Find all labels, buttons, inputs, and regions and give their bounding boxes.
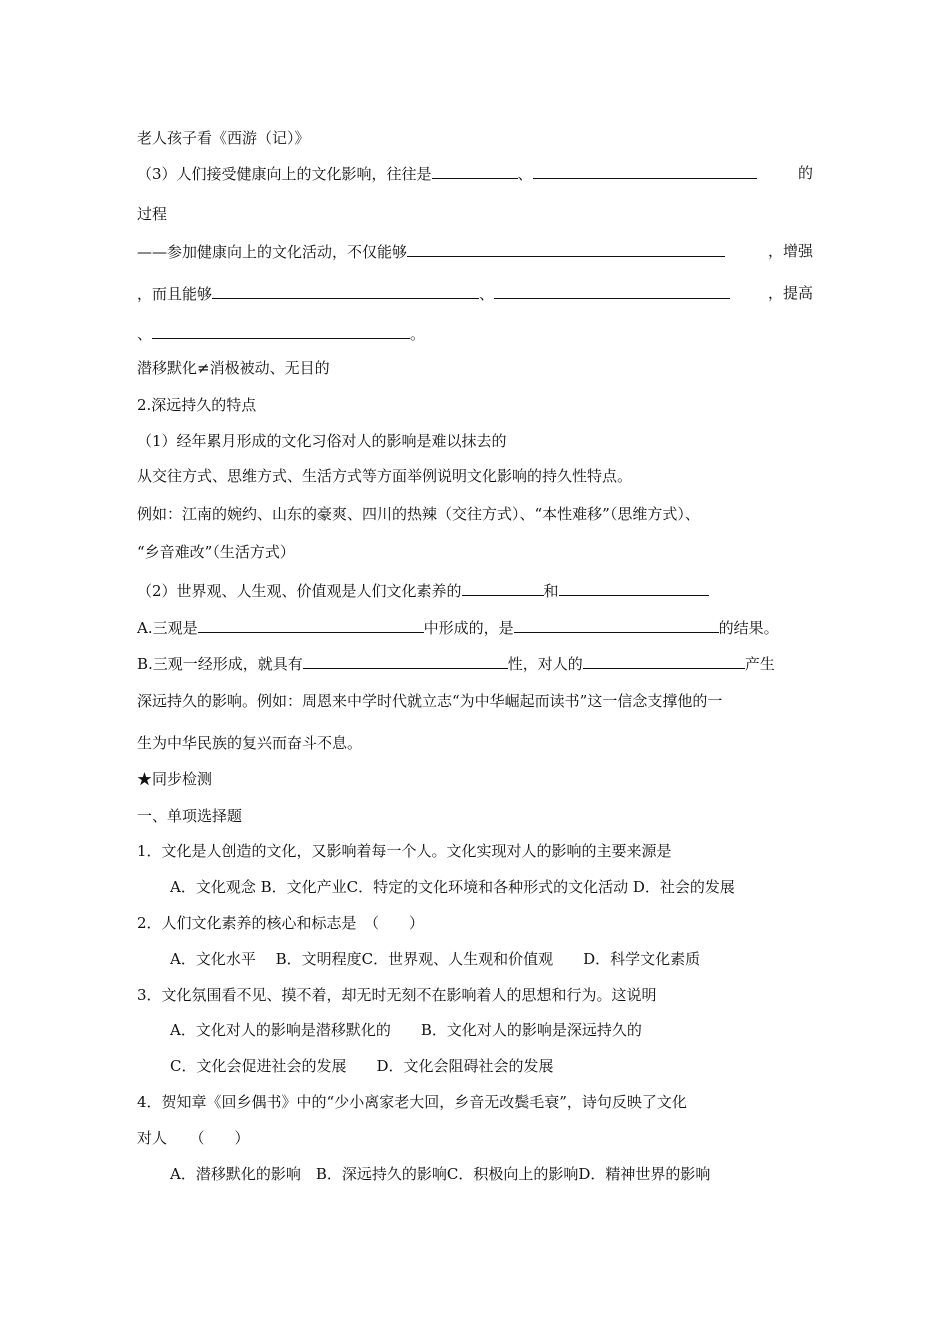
text: 、 — [137, 325, 153, 343]
blank — [583, 653, 745, 669]
blank — [212, 283, 479, 299]
text: 和 — [543, 582, 559, 600]
text: ，而且能够 — [137, 285, 213, 303]
fill-blank-line — [137, 163, 813, 184]
text-line: 老人孩子看《西游（记）》 — [137, 129, 310, 147]
text: 的 — [797, 164, 813, 182]
question-2: 2．人们文化素养的核心和标志是 （ ） — [137, 914, 425, 932]
text-line: 潜移默化≠消极被动、无目的 — [137, 359, 330, 377]
text: ——参加健康向上的文化活动，不仅能够 — [137, 243, 408, 261]
fill-blank-line — [137, 241, 813, 262]
blank — [462, 580, 544, 596]
text-line: 深远持久的影响。例如：周恩来中学时代就立志“为中华崛起而读书”这一信念支撑他的一 — [137, 692, 723, 710]
text: 中形成的，是 — [423, 619, 514, 637]
question-2-options: A．文化水平 B．文明程度C．世界观、人生观和价值观 D．科学文化素质 — [170, 950, 701, 968]
text: 性，对人的 — [507, 655, 583, 673]
text: ，提高 — [767, 284, 813, 302]
text-line: 过程 — [137, 205, 168, 223]
text-line: 从交往方式、思维方式、生活方式等方面举例说明文化影响的持久性特点。 — [137, 467, 633, 485]
blank — [494, 283, 730, 299]
text: 、 — [479, 285, 495, 303]
blank — [152, 323, 410, 339]
text: 产生 — [744, 655, 775, 673]
section-heading: 2.深远持久的特点 — [137, 396, 257, 414]
text: 的结果。 — [718, 619, 779, 637]
question-4: 4．贺知章《回乡偶书》中的“少小离家老大回，乡音无改鬓毛衰”，诗句反映了文化 — [137, 1093, 687, 1111]
section-heading: ★同步检测 — [137, 770, 213, 788]
text-line: 例如：江南的婉约、山东的豪爽、四川的热辣（交往方式）、“本性难移”（思维方式）、 — [137, 505, 700, 523]
fill-blank-line — [137, 617, 813, 638]
text: （3）人们接受健康向上的文化影响，往往是 — [137, 165, 432, 183]
question-3-options-cd: C．文化会促进社会的发展 D．文化会阻碍社会的发展 — [170, 1057, 554, 1075]
fill-blank-line — [137, 580, 813, 601]
question-4-cont: 对人 （ ） — [137, 1129, 250, 1147]
blank — [559, 580, 709, 596]
question-1: 1．文化是人创造的文化，又影响着每一个人。文化实现对人的影响的主要来源是 — [137, 842, 672, 860]
text: 。 — [410, 325, 426, 343]
section-heading: 一、单项选择题 — [137, 807, 243, 825]
blank — [407, 241, 725, 257]
fill-blank-line — [137, 323, 813, 344]
question-1-options: A．文化观念 B．文化产业C．特定的文化环境和各种形式的文化活动 D．社会的发展 — [170, 878, 735, 896]
text-line: （1）经年累月形成的文化习俗对人的影响是难以抹去的 — [137, 432, 507, 450]
blank — [303, 653, 508, 669]
blank — [432, 163, 518, 179]
question-3: 3．文化氛围看不见、摸不着，却无时无刻不在影响着人的思想和行为。这说明 — [137, 986, 657, 1004]
text: （2）世界观、人生观、价值观是人们文化素养的 — [137, 582, 462, 600]
text: 、 — [517, 165, 533, 183]
fill-blank-line — [137, 283, 813, 304]
question-3-options-ab: A．文化对人的影响是潜移默化的 B．文化对人的影响是深远持久的 — [170, 1021, 642, 1039]
text: A.三观是 — [137, 619, 198, 637]
text: B.三观一经形成，就具有 — [137, 655, 303, 673]
blank — [533, 163, 757, 179]
fill-blank-line — [137, 653, 813, 674]
blank — [198, 617, 424, 633]
text-line: “乡音难改”（生活方式） — [137, 543, 295, 561]
text: ，增强 — [767, 242, 813, 260]
text-line: 生为中华民族的复兴而奋斗不息。 — [137, 734, 363, 752]
question-4-options: A．潜移默化的影响 B．深远持久的影响C．积极向上的影响D．精神世界的影响 — [170, 1165, 711, 1183]
blank — [514, 617, 719, 633]
